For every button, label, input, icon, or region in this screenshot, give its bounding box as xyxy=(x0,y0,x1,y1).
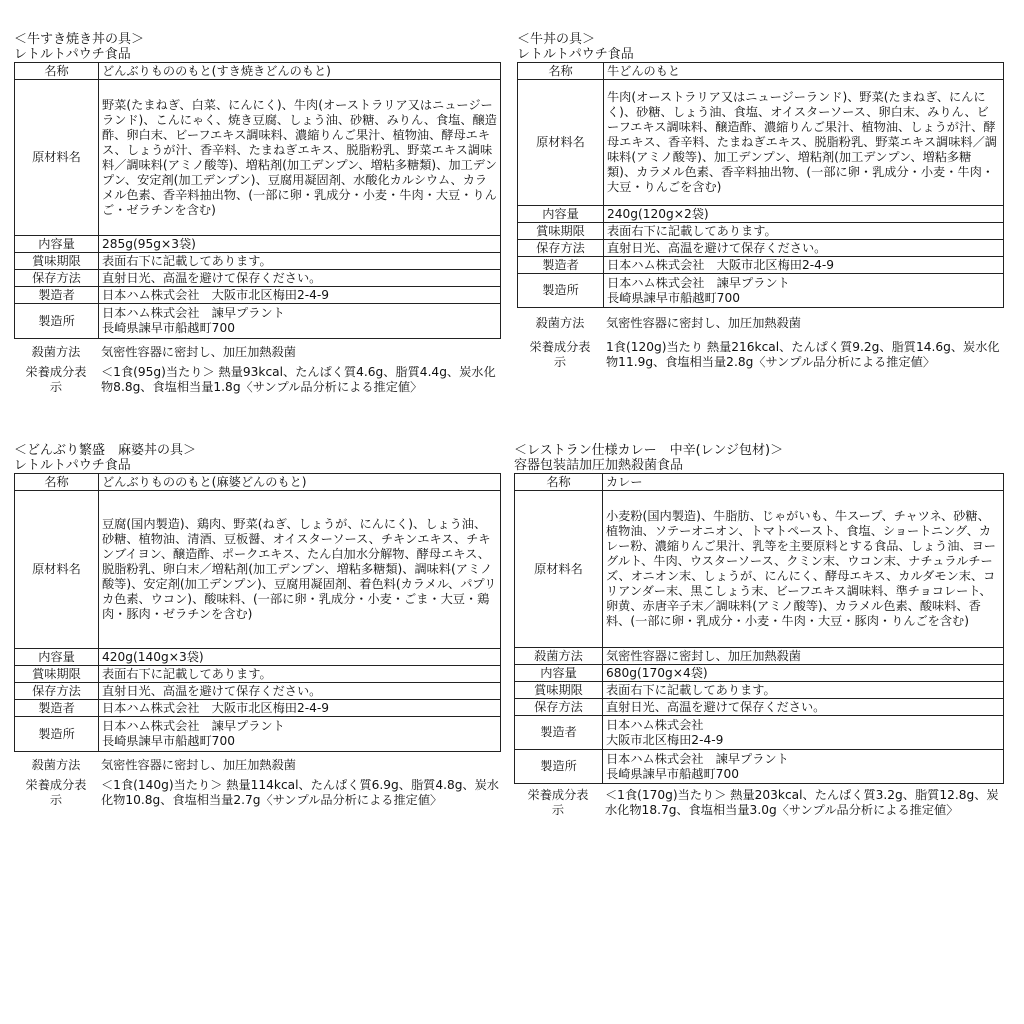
product-title: ＜どんぶり繁盛 麻婆丼の具＞ xyxy=(14,443,197,458)
factory-value: 日本ハム株式会社 諫早プラント 長崎県諫早市船越町700 xyxy=(604,274,1004,308)
table-row xyxy=(15,270,501,287)
ingredients-label: 原材料名 xyxy=(15,80,99,236)
manufacturer-label: 製造者 xyxy=(15,287,99,304)
manufacturer-label: 製造者 xyxy=(515,716,603,750)
ingredients-value: 小麦粉(国内製造)、牛脂肪、じゃがいも、牛スープ、チャツネ、砂糖、植物油、ソテーオニオン、トマトペースト、食塩、ショートニング、カレー粉、濃縮りんご果汁、乳等を主要原料とする食品、しょう油、ヨーグルト、牛肉、ウスターソース、クミン末、ウコン末、ナチュラルチーズ、オニオン末、しょうが、にんにく、酵母エキス、カルダモン末、コリアンダー末、黒こしょう末、ビーフエキス調味料、準チョコレート、卵黄、赤唐辛子末／調味料(アミノ酸等)、カラメル色素、酸味料、香料、(一部に卵・乳成分・小麦・牛肉・大豆・豚肉・りんごを含む) xyxy=(603,491,1004,648)
product-info-table xyxy=(514,473,1004,784)
nutrition-value: ＜1食(170g)当たり＞ 熱量203kcal、たんぱく質3.2g、脂質12.8g、炭水化物18.7g、食塩相当量3.0g〈サンプル品分析による推定値〉 xyxy=(605,788,999,817)
product-category: レトルトパウチ食品 xyxy=(14,47,131,62)
table-row xyxy=(518,223,1004,240)
table-row xyxy=(518,206,1004,223)
table-row xyxy=(515,491,1004,648)
extra-row xyxy=(517,340,1004,386)
extra-row xyxy=(14,758,501,776)
table-row xyxy=(15,287,501,304)
ingredients-value: 豆腐(国内製造)、鶏肉、野菜(ねぎ、しょうが、にんにく)、しょう油、砂糖、植物油、清酒、豆板醤、オイスターソース、チキンエキス、チキンブイヨン、醸造酢、ポークエキス、たん白加水分解物、酵母エキス、脱脂粉乳、卵白末／増粘剤(加工デンプン、増粘多糖類)、調味料(アミノ酸等)、安定剤(加工デンプン)、豆腐用凝固剤、着色料(カラメル、パプリカ色素、ウコン)、酸味料、(一部に卵・乳成分・小麦・ごま・大豆・鶏肉・豚肉・ゼラチンを含む) xyxy=(99,491,501,649)
net-content-value: 420g(140g×3袋) xyxy=(99,649,501,666)
net-content-value: 240g(120g×2袋) xyxy=(604,206,1004,223)
extra-row xyxy=(14,345,501,363)
table-row xyxy=(515,682,1004,699)
best-before-value: 表面右下に記載してあります。 xyxy=(99,253,501,270)
name-value: どんぶりもののもと(すき焼きどんのもと) xyxy=(99,63,501,80)
best-before-label: 賞味期限 xyxy=(515,682,603,699)
ingredients-value: 野菜(たまねぎ、白菜、にんにく)、牛肉(オーストラリア又はニュージーランド)、こんにゃく、焼き豆腐、しょう油、砂糖、みりん、食塩、醸造酢、卵白末、ビーフエキス調味料、濃縮りんご果汁、植物油、酵母エキス、しょうが汁、香辛料、たまねぎエキス、脱脂粉乳、野菜エキス調味料／調味料(アミノ酸等)、増粘剤(加工デンプン、増粘多糖類)、加工デンプン、安定剤(加工デンプン)、豆腐用凝固剤、水酸化カルシウム、カラメル色素、香辛料抽出物、(一部に卵・乳成分・小麦・牛肉・大豆・りんご・ゼラチンを含む) xyxy=(99,80,501,236)
table-row xyxy=(518,257,1004,274)
product-info-table xyxy=(517,62,1004,308)
table-row xyxy=(15,236,501,253)
table-row xyxy=(515,750,1004,784)
best-before-label: 賞味期限 xyxy=(15,253,99,270)
product-info-table xyxy=(14,473,501,752)
product-title: ＜牛丼の具＞ xyxy=(517,32,596,47)
sterilization-label: 殺菌方法 xyxy=(515,648,603,665)
sterilization-value: 気密性容器に密封し、加圧加熱殺菌 xyxy=(603,648,1004,665)
nutrition-label: 栄養成分表 示 xyxy=(25,778,87,807)
net-content-label: 内容量 xyxy=(518,206,604,223)
manufacturer-value: 日本ハム株式会社 大阪市北区梅田2-4-9 xyxy=(603,716,1004,750)
sterilization-label: 殺菌方法 xyxy=(31,345,81,359)
net-content-label: 内容量 xyxy=(15,649,99,666)
name-label: 名称 xyxy=(15,474,99,491)
name-value: カレー xyxy=(603,474,1004,491)
best-before-value: 表面右下に記載してあります。 xyxy=(603,682,1004,699)
storage-value: 直射日光、高温を避けて保存ください。 xyxy=(603,699,1004,716)
extra-row xyxy=(14,778,501,824)
extra-row xyxy=(514,788,1004,836)
ingredients-value: 牛肉(オーストラリア又はニュージーランド)、野菜(たまねぎ、にんにく)、砂糖、しょう油、食塩、オイスターソース、卵白末、みりん、ビーフエキス調味料、醸造酢、濃縮りんご果汁、植物油、しょうが汁、酵母エキス、香辛料、たまねぎエキス、脱脂粉乳、野菜エキス調味料／調味料(アミノ酸等)、加工デンプン、増粘剤(加工デンプン、増粘多糖類)、カラメル色素、香辛料抽出物、(一部に卵・乳成分・小麦・牛肉・大豆・りんごを含む) xyxy=(604,80,1004,206)
net-content-label: 内容量 xyxy=(15,236,99,253)
sterilization-value: 気密性容器に密封し、加圧加熱殺菌 xyxy=(101,345,296,359)
manufacturer-label: 製造者 xyxy=(15,700,99,717)
nutrition-value: ＜1食(95g)当たり＞ 熱量93kcal、たんぱく質4.6g、脂質4.4g、炭水化物8.8g、食塩相当量1.8g〈サンプル品分析による推定値〉 xyxy=(101,365,496,394)
product-info-table xyxy=(14,62,501,339)
ingredients-label: 原材料名 xyxy=(518,80,604,206)
factory-label: 製造所 xyxy=(15,717,99,752)
table-row xyxy=(518,80,1004,206)
nutrition-label: 栄養成分表 示 xyxy=(527,788,589,817)
table-row xyxy=(515,716,1004,750)
factory-label: 製造所 xyxy=(518,274,604,308)
table-row xyxy=(15,649,501,666)
sterilization-label: 殺菌方法 xyxy=(31,758,81,772)
product-category: レトルトパウチ食品 xyxy=(14,458,131,473)
storage-value: 直射日光、高温を避けて保存ください。 xyxy=(99,270,501,287)
best-before-label: 賞味期限 xyxy=(15,666,99,683)
nutrition-label: 栄養成分表 示 xyxy=(529,340,591,369)
nutrition-label: 栄養成分表 示 xyxy=(25,365,87,394)
name-label: 名称 xyxy=(15,63,99,80)
extra-row xyxy=(517,316,1004,334)
factory-value: 日本ハム株式会社 諫早プラント 長崎県諫早市船越町700 xyxy=(603,750,1004,784)
table-row xyxy=(518,240,1004,257)
table-row xyxy=(15,700,501,717)
table-row xyxy=(515,665,1004,682)
factory-label: 製造所 xyxy=(515,750,603,784)
storage-label: 保存方法 xyxy=(15,270,99,287)
nutrition-value: 1食(120g)当たり 熱量216kcal、たんぱく質9.2g、脂質14.6g、炭水化物11.9g、食塩相当量2.8g〈サンプル品分析による推定値〉 xyxy=(606,340,1000,369)
ingredients-label: 原材料名 xyxy=(515,491,603,648)
product-block xyxy=(514,443,1004,836)
net-content-value: 285g(95g×3袋) xyxy=(99,236,501,253)
net-content-value: 680g(170g×4袋) xyxy=(603,665,1004,682)
product-category: 容器包装詰加圧加熱殺菌食品 xyxy=(514,458,684,473)
table-row xyxy=(518,274,1004,308)
table-row xyxy=(15,491,501,649)
table-row xyxy=(15,304,501,339)
product-block xyxy=(517,32,1004,386)
product-category: レトルトパウチ食品 xyxy=(517,47,634,62)
name-label: 名称 xyxy=(518,63,604,80)
table-row xyxy=(15,683,501,700)
name-value: 牛どんのもと xyxy=(604,63,1004,80)
product-block xyxy=(14,443,501,824)
table-row xyxy=(15,717,501,752)
product-title: ＜レストラン仕様カレー 中辛(レンジ包材)＞ xyxy=(514,443,784,458)
name-label: 名称 xyxy=(515,474,603,491)
storage-label: 保存方法 xyxy=(515,699,603,716)
net-content-label: 内容量 xyxy=(515,665,603,682)
manufacturer-value: 日本ハム株式会社 大阪市北区梅田2-4-9 xyxy=(99,287,501,304)
factory-value: 日本ハム株式会社 諫早プラント 長崎県諫早市船越町700 xyxy=(99,717,501,752)
table-row xyxy=(515,699,1004,716)
table-row xyxy=(15,474,501,491)
manufacturer-label: 製造者 xyxy=(518,257,604,274)
sterilization-label: 殺菌方法 xyxy=(535,316,585,330)
best-before-label: 賞味期限 xyxy=(518,223,604,240)
factory-value: 日本ハム株式会社 諫早プラント 長崎県諫早市船越町700 xyxy=(99,304,501,339)
storage-label: 保存方法 xyxy=(518,240,604,257)
nutrition-value: ＜1食(140g)当たり＞ 熱量114kcal、たんぱく質6.9g、脂質4.8g、炭水化物10.8g、食塩相当量2.7g〈サンプル品分析による推定値〉 xyxy=(101,778,499,807)
factory-label: 製造所 xyxy=(15,304,99,339)
sterilization-value: 気密性容器に密封し、加圧加熱殺菌 xyxy=(101,758,296,772)
storage-value: 直射日光、高温を避けて保存ください。 xyxy=(604,240,1004,257)
table-row xyxy=(15,80,501,236)
manufacturer-value: 日本ハム株式会社 大阪市北区梅田2-4-9 xyxy=(99,700,501,717)
best-before-value: 表面右下に記載してあります。 xyxy=(604,223,1004,240)
manufacturer-value: 日本ハム株式会社 大阪市北区梅田2-4-9 xyxy=(604,257,1004,274)
best-before-value: 表面右下に記載してあります。 xyxy=(99,666,501,683)
ingredients-label: 原材料名 xyxy=(15,491,99,649)
name-value: どんぶりもののもと(麻婆どんのもと) xyxy=(99,474,501,491)
extra-row xyxy=(14,365,501,411)
table-row xyxy=(15,253,501,270)
sterilization-value: 気密性容器に密封し、加圧加熱殺菌 xyxy=(606,316,801,330)
product-block xyxy=(14,32,501,411)
storage-value: 直射日光、高温を避けて保存ください。 xyxy=(99,683,501,700)
product-title: ＜牛すき焼き丼の具＞ xyxy=(14,32,145,47)
storage-label: 保存方法 xyxy=(15,683,99,700)
table-row xyxy=(15,63,501,80)
table-row xyxy=(15,666,501,683)
table-row xyxy=(515,474,1004,491)
table-row xyxy=(518,63,1004,80)
table-row xyxy=(515,648,1004,665)
